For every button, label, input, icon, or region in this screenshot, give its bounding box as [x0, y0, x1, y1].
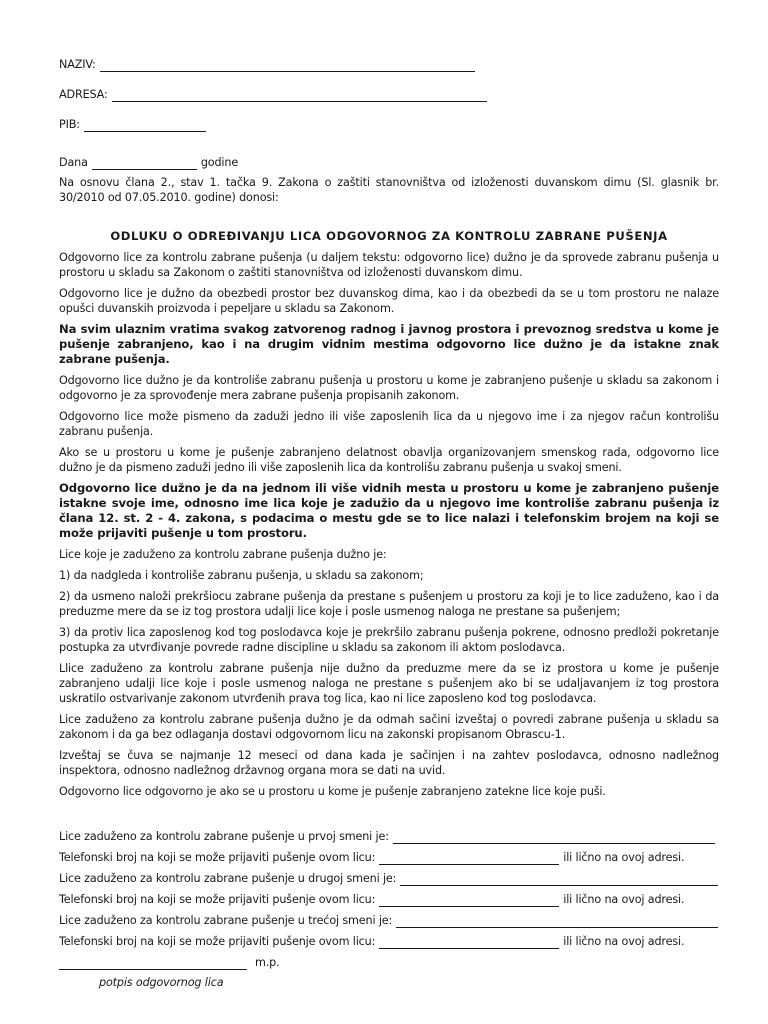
signature-row [59, 955, 719, 970]
date-field[interactable] [92, 157, 197, 170]
shift3-label: Lice zaduženo za kontrolu zabrane pušenje u trećoj smeni je: [59, 914, 393, 927]
shift3-phone-suffix: ili lično na ovoj adresi. [563, 935, 685, 948]
naziv-field[interactable] [100, 59, 475, 72]
paragraph-7-bold: Odgovorno lice dužno je da na jednom ili više vidnih mesta u prostoru u kome je zabranjeno pušenje istakne svoje ime, odnosno ime lica koje je zadužio da u njegovo ime kontroliše zabranu pušenja iz člana 12. st. 2 - 4. zakona, s podacima o mestu gde se to lice nalazi i telefonskim brojem na koji se može prijaviti pušenje u tom prostoru. [59, 481, 719, 540]
paragraph-14: Izveštaj se čuva se najmanje 12 meseci od dana kada je sačinjen i na zahtev poslodavca, odnosno nadležnog inspektora, odnosno nadležnog državnog organa mora se dati na uvid. [59, 749, 719, 777]
paragraph-6: Ako se u prostoru u kome je pušenje zabranjeno delatnost obavlja organizovanjem smenskog rada, odgovorno lice dužno je da pismeno zaduži jedno ili više zaposlenih lica da kontrolišu zabranu pušenja u svakoj smeni. [59, 446, 719, 474]
pib-field[interactable] [84, 119, 206, 132]
paragraph-13: Lice zaduženo za kontrolu zabrane pušenja dužno je da odmah sačini izveštaj o povredi zabrane pušenja u skladu sa zakonom i da ga bez odlaganja dostavi odgovornom licu na zakonski propisanom Obrascu-1. [59, 713, 719, 741]
shift2-phone-field[interactable] [379, 894, 559, 907]
shift3-phone-label: Telefonski broj na koji se može prijaviti pušenje ovom licu: [59, 935, 376, 948]
shift2-label: Lice zaduženo za kontrolu zabrane pušenje u drugoj smeni je: [59, 872, 397, 885]
shift1-name-field[interactable] [393, 831, 715, 844]
responsible-persons-block [59, 829, 719, 990]
shift2-name-field[interactable] [400, 873, 718, 886]
list-item-1: 1) da nadgleda i kontroliše zabranu pušenja, u skladu sa zakonom; [59, 569, 424, 582]
shift1-row [59, 829, 719, 844]
shift1-phone-row [59, 850, 719, 865]
adresa-row [59, 87, 719, 102]
adresa-label: ADRESA: [59, 88, 108, 101]
paragraph-2: Odgovorno lice je dužno da obezbedi prostor bez duvanskog dima, kao i da obezbedi da se u tom prostoru ne nalaze opušci duvanskih proizvoda i pepeljare u skladu sa Zakonom. [59, 287, 719, 315]
shift1-phone-field[interactable] [379, 852, 559, 865]
paragraph-4: Odgovorno lice dužno je da kontroliše zabranu pušenja u prostoru u kome je zabranjeno pušenje u skladu sa zakonom i odgovorno je za sprovođenje mera zabrane pušenja propisanih zakonom. [59, 374, 719, 402]
shift3-row [59, 913, 719, 928]
shift1-label: Lice zaduženo za kontrolu zabrane pušenje u prvoj smeni je: [59, 830, 389, 843]
shift2-phone-label: Telefonski broj na koji se može prijaviti pušenje ovom licu: [59, 893, 376, 906]
paragraph-3-bold: Na svim ulaznim vratima svakog zatvorenog radnog i javnog prostora i prevoznog sredstva u kome je pušenje zabranjeno, kao i na drugim vidnim mestima odgovorno lice dužno je da istakne znak zabrane pušenja. [59, 322, 719, 366]
godine-label: godine [200, 156, 239, 169]
pib-label: PIB: [59, 118, 80, 131]
paragraph-8: Lice koje je zaduženo za kontrolu zabrane pušenja dužno je: [59, 548, 387, 561]
date-row [59, 155, 719, 170]
list-item-3: 3) da protiv lica zaposlenog kod tog poslodavca koje je prekršilo zabranu pušenja pokrene, odnosno predloži pokretanje postupka za utvrđivanje povrede radne discipline u skladu sa zakonom ili aktom poslodavca. [59, 626, 719, 654]
pib-row [59, 117, 719, 132]
paragraph-1: Odgovorno lice za kontrolu zabrane pušenja (u daljem tekstu: odgovorno lice) dužno je da sprovede zabranu pušenja u prostoru u skladu sa Zakonom o zaštiti stanovništva od izloženosti duvanskom dimu. [59, 251, 719, 279]
shift2-row [59, 871, 719, 886]
mp-label: m.p. [255, 956, 280, 969]
paragraph-5: Odgovorno lice može pismeno da zaduži jedno ili više zaposlenih lica da u njegovo ime i za njegov račun kontrolišu zabranu pušenja. [59, 410, 719, 438]
list-item-2: 2) da usmeno naloži prekršiocu zabrane pušenja da prestane s pušenjem u prostoru za koji je to lice zaduženo, kao i da preduzme mere da se iz tog prostora udalji lice koje i posle usmenog naloga ne prestane sa pušenjem; [59, 590, 719, 618]
shift3-phone-row [59, 934, 719, 949]
adresa-field[interactable] [112, 89, 487, 102]
shift2-phone-row [59, 892, 719, 907]
shift2-phone-suffix: ili lično na ovoj adresi. [563, 893, 685, 906]
naziv-label: NAZIV: [59, 58, 96, 71]
dana-label: Dana [59, 156, 88, 169]
intro-text: Na osnovu člana 2., stav 1. tačka 9. Zakona o zaštiti stanovništva od izloženosti duvanskom dimu (Sl. glasnik br. 30/2010 od 07.05.2010. godine) donosi: [59, 176, 719, 204]
decision-title: ODLUKU O ODREĐIVANJU LICA ODGOVORNOG ZA KONTROLU ZABRANE PUŠENJA [110, 229, 668, 243]
signature-caption: potpis odgovornog lica [99, 976, 224, 989]
shift3-name-field[interactable] [396, 915, 718, 928]
signature-field[interactable] [59, 957, 247, 970]
shift1-phone-label: Telefonski broj na koji se može prijaviti pušenje ovom licu: [59, 851, 376, 864]
naziv-row [59, 57, 719, 72]
shift1-phone-suffix: ili lično na ovoj adresi. [563, 851, 685, 864]
shift3-phone-field[interactable] [379, 936, 559, 949]
paragraph-12: Llice zaduženo za kontrolu zabrane pušenja nije dužno da preduzme mere da se iz prostora u kome je pušenje zabranjeno udalji lice koje i posle usmenog naloga ne prestane s pušenjem ako bi se udaljavanjem iz tog prostora uskratilo ostvarivanje zakonom utvrđenih prava tog lica, kao ni lice zaposleno kod tog poslodavca. [59, 662, 719, 705]
document-page [59, 52, 719, 990]
paragraph-15: Odgovorno lice odgovorno je ako se u prostoru u kome je pušenje zabranjeno zatekne lice koje puši. [59, 785, 606, 798]
